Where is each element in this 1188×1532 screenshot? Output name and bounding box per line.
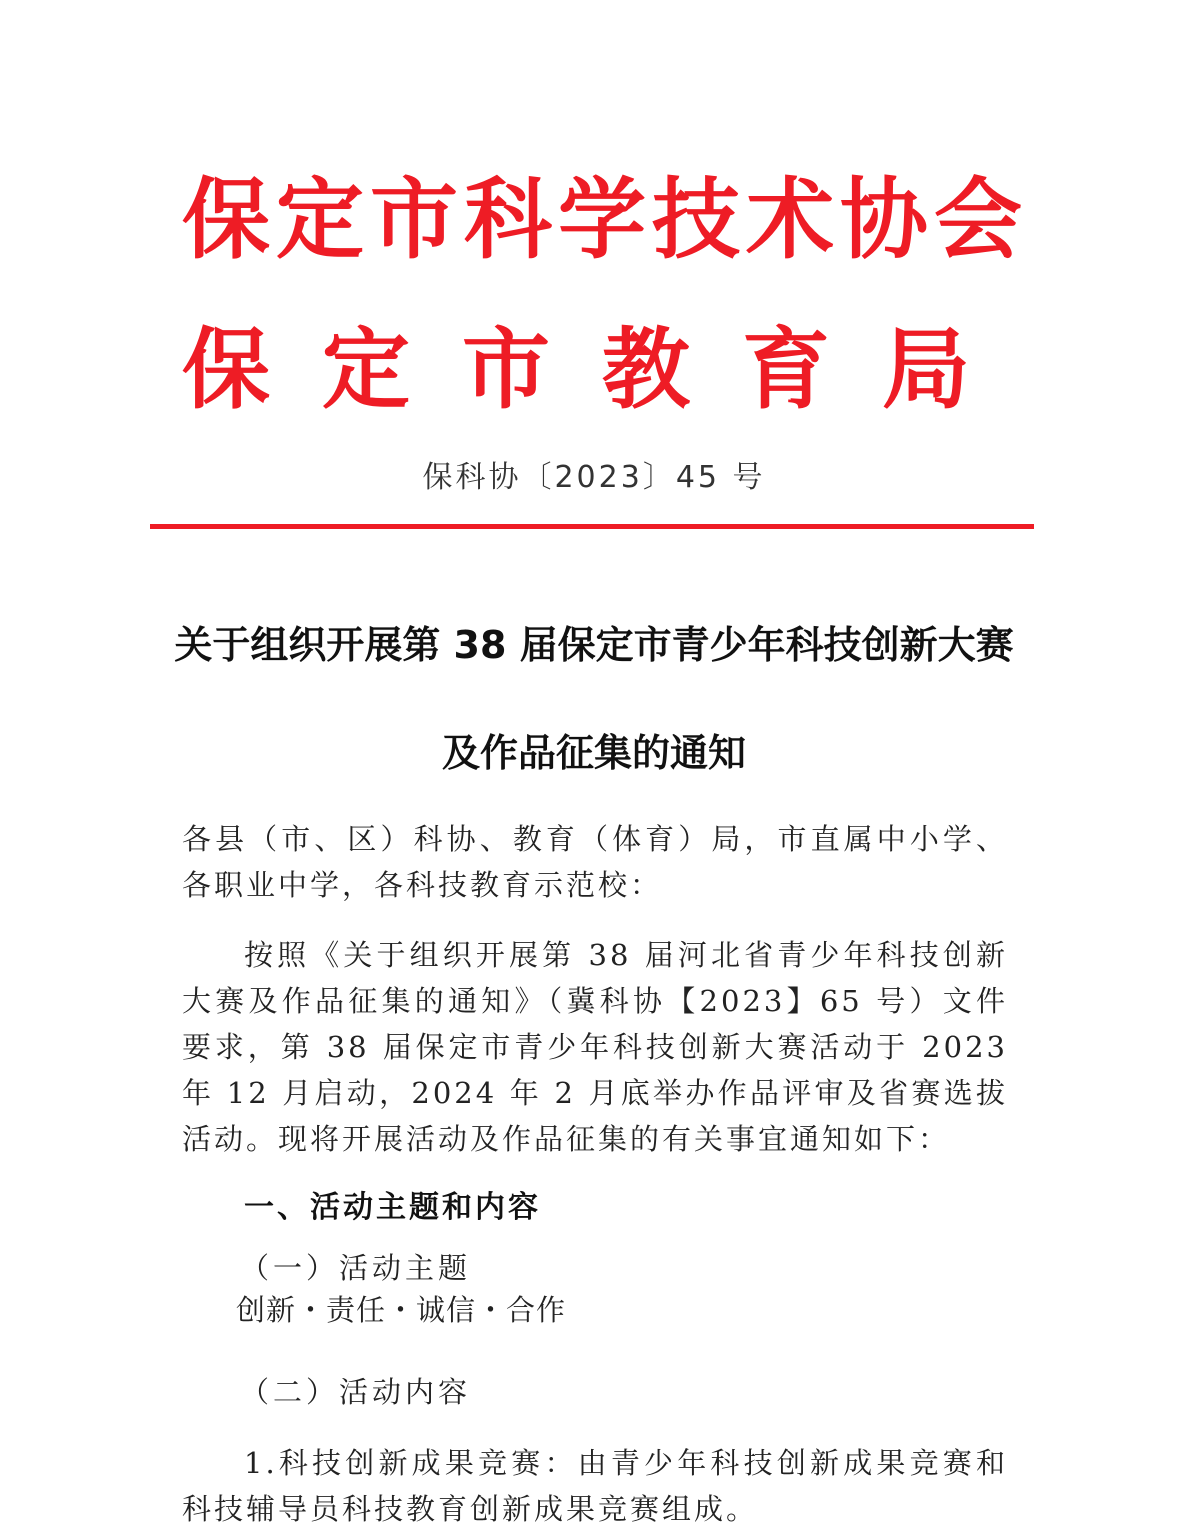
section-heading-1: 一、活动主题和内容 (244, 1190, 541, 1225)
intro-paragraph: 按照《关于组织开展第 38 届河北省青少年科技创新大赛及作品征集的通知》（冀科协【2023】65 号）文件要求，第 38 届保定市青少年科技创新大赛活动于 2023 年 12 月启动，2024 年 2 月底举办作品评审及省赛选拔活动。现将开展活动及作品征集的有关事宜通知如下： (182, 938, 1008, 1156)
issuer-line-education-bureau: 保定市教育局 (182, 318, 1023, 421)
document-title-line-2: 及作品征集的通知 (441, 731, 746, 775)
red-divider-line (150, 524, 1034, 529)
document-title-line-1: 关于组织开展第 38 届保定市青少年科技创新大赛 (174, 623, 1014, 667)
document-number: 保科协〔2023〕45 号 (422, 460, 766, 495)
issuer-line-association: 保定市科学技术协会 (182, 168, 1029, 271)
subsection-heading-content: （二）活动内容 (240, 1375, 472, 1409)
content-item-1: 1.科技创新成果竞赛：由青少年科技创新成果竞赛和科技辅导员科技教育创新成果竞赛组成。 (182, 1446, 1008, 1526)
subsection-heading-theme: （一）活动主题 (240, 1251, 472, 1285)
activity-motto: 创新・责任・诚信・合作 (236, 1293, 567, 1327)
addressee-paragraph: 各县（市、区）科协、教育（体育）局，市直属中小学、各职业中学，各科技教育示范校： (182, 822, 1008, 902)
